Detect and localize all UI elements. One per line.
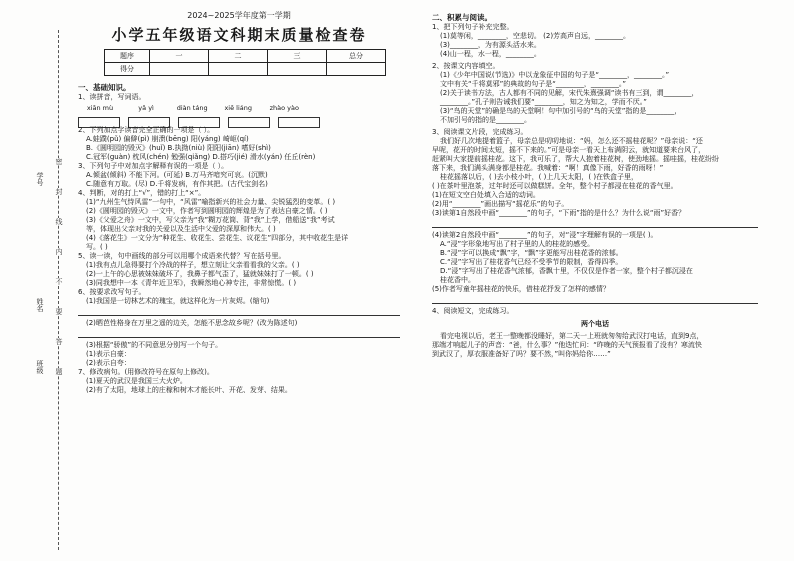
rewrite-item: (1)表示自豪： — [86, 350, 131, 358]
passage-line: 早呢，花开的时间太短，摇不下来的。”可是母亲一看天上布满阴云，就知道要来台风了， — [432, 146, 706, 154]
passage-line: 赶紧叫大家提前摇桂花。这下，我可乐了，帮大人抱着桂花树，使劲地摇。摇哇摇，桂花纷纷 — [432, 155, 719, 163]
answer-box[interactable] — [278, 117, 320, 128]
question: 5、读一读，句中画线的部分可以用哪个成语来代替？写在括号里。 — [78, 252, 286, 260]
sub-question: (2)用“________”画出描写“摇花乐”的句子。 — [432, 200, 569, 208]
question: 3、下列句子中对加点字解释有误的一项是（ ）。 — [78, 162, 229, 170]
gutter-label-name: 姓名 — [36, 298, 44, 312]
pinyin: zhào yào — [269, 104, 299, 112]
option: 桂花香中。 — [440, 276, 475, 284]
passage-line: 桂花摇落以后，( )去小枝小叶，( )上几天太阳，( )在铁盒子里， — [440, 173, 639, 181]
question: 6、按要求改写句子。 — [78, 288, 146, 296]
pinyin: yǎ yì — [138, 104, 154, 112]
fix-item: (1)夏天的武汉是我国三大火炉。 — [86, 377, 187, 385]
answer-box[interactable] — [228, 117, 270, 128]
score-cell[interactable] — [327, 63, 386, 76]
answer-line[interactable] — [432, 295, 758, 304]
gutter-label-class: 班级 — [36, 360, 44, 374]
score-cell: 得分 — [105, 63, 150, 76]
fill-item: 不加引号的指的是________。 — [440, 116, 531, 124]
right-column — [432, 8, 758, 359]
rewrite-item: (1)我国是一切林艺术的瑰宝，就这样化为一片灰烬。(缩句) — [86, 297, 270, 305]
question: 4、阅读短文，完成练习。 — [432, 307, 514, 315]
passage-line: ( )在茶叶里泡茶，过年时还可以做糕饼。全年，整个村子都浸在桂花的香气里。 — [432, 182, 678, 190]
option: C.“浸”字写出了桂花香气已经不受季节的限制，香得四季。 — [440, 258, 623, 266]
option: B.《圆明园的毁灭》(huǐ) B.执拗(niù) 阳阳(jiān) 嗜好(shì) — [86, 144, 271, 152]
option: C.冠军(guàn) 枕风(chén) 勉强(qiǎng) D.搭巧(jié) 滑水(yán) 任丘(rèn) — [86, 153, 316, 161]
pinyin-row — [78, 104, 400, 112]
question: 4、判断，对的打上“√”，错的打上“×”。 — [78, 189, 206, 197]
fill-item: (2)关于读书方法，古人都有不同的见解，宋代朱熹强调“读书有三到，谓________， — [440, 89, 699, 97]
seal-char: 题 — [55, 368, 63, 375]
passage-line: 看完电视以后，老王一整晚都没睡好，第二天一上班就匆匆给武汉打电话，直到9点， — [440, 332, 704, 340]
fill-item: (1)《少年中国说(节选)》中以龙象征中国的句子是“________，________。” — [440, 71, 670, 79]
judge-item: (3)《父爱之舟》一文中，写父亲为“我”糊万花筒、背“我”上学，借船送“我”考试 — [86, 216, 335, 224]
idiom-item: (2)一上午的心思被妹妹破坏了，我鼻子都气歪了，猛就妹妹打了一顿。( ) — [86, 270, 314, 278]
idiom-item: (1)我有点儿急得要打个冷战的样子，想立刻让父亲看看我的父亲。( ) — [86, 261, 300, 269]
question: 1、把下列句子补充完整。 — [432, 23, 514, 31]
question: 7、修改病句。(用修改符号在原句上修改)。 — [78, 368, 214, 376]
seal-char: 封 — [55, 188, 63, 195]
option: A.蛙蹼(pǔ) 偏僻(pì) 崩溃(bēng) 阳(yáng) 崎岖(qí) — [86, 135, 249, 143]
gutter-label-student-no: 学号 — [36, 172, 44, 186]
rewrite-item: (2)晒芭性格身在万里之遥的边关，怎能不思念故乡呢？(改为陈述句) — [86, 319, 298, 327]
option: D.“浸”字写出了桂花香气浓郁，香飘十里，不仅仅是作者一家，整个村子都沉浸在 — [440, 267, 693, 275]
question: 3、阅读课文片段，完成练习。 — [432, 128, 528, 136]
question: 1、读拼音，写词语。 — [78, 93, 146, 101]
answer-boxes — [78, 113, 400, 124]
score-cell: 一 — [150, 50, 209, 63]
sub-question: (4)读第2自然段中画“________”的句子，对“浸”字理解有误的一项是( )。 — [432, 231, 658, 239]
score-cell: 二 — [209, 50, 268, 63]
story-title: 两个电话 — [581, 320, 609, 328]
answer-line[interactable] — [78, 329, 400, 338]
left-column — [78, 8, 400, 395]
judge-item: (1)“九州生气恃风雷”一句中，“风雷”喻指新兴的社会力量、尖锐猛烈的变革。( ) — [86, 198, 336, 206]
answer-line[interactable] — [78, 307, 400, 316]
school-year: 2024~2025学年度第一学期 — [187, 11, 291, 20]
score-cell: 总分 — [327, 50, 386, 63]
passage-line: 我们好几次地提着篮子，母亲总是叨叨地说：“妈，怎么还不摇桂花呢？”母亲说：“还 — [440, 137, 703, 145]
option: A.倾盆(倾斜) 不能下河。(可延) B.万马齐喑究可哀。(沉默) — [86, 171, 268, 179]
score-cell[interactable] — [209, 63, 268, 76]
fill-item: (3)________，为有源头活水来。 — [440, 41, 541, 49]
score-cell[interactable] — [268, 63, 327, 76]
rewrite-item: (3)根据“骄傲”的不同意思分别写一个句子。 — [86, 341, 223, 349]
judge-item: (4)《落花生》一文分为“种花生、收花生、尝花生、议花生”四部分，其中收花生是详 — [86, 234, 349, 242]
fill-item: (4)山一程，水一程，________。 — [440, 50, 541, 58]
score-cell: 题序 — [105, 50, 150, 63]
passage-line: 落下来，我们满头满身都是桂花。我喊着：“啊！真像下雨，好香的雨呀！” — [432, 164, 664, 172]
score-cell: 三 — [268, 50, 327, 63]
seal-char: 内 — [55, 248, 63, 255]
score-cell[interactable] — [150, 63, 209, 76]
question: 2、下列加点字读音完全正确的一项是（ ）。 — [78, 126, 215, 134]
page-title: 小学五年级语文科期末质量检查卷 — [111, 26, 367, 44]
section-heading: 一、基础知识。 — [78, 83, 131, 92]
passage-line: 那端才响起儿子的声音：“爸，什么事？”他迭忙问：“昨晚的天气预报看了没有？寒流快 — [432, 341, 702, 349]
seal-char: 不 — [55, 278, 63, 285]
pinyin: xiān mù — [86, 104, 114, 112]
pinyin: xiē liáng — [224, 104, 253, 112]
rewrite-item: (2)表示自夸： — [86, 359, 131, 367]
passage-line: 到武汉了，厚衣服准备好了吗？要不然，”叫你妈给你……” — [432, 350, 611, 358]
fix-item: (2)有了太阳，地球上的庄稼和树木才能长叶、开花、发芽、结果。 — [86, 386, 292, 394]
fill-item: ________。”孔子则告诫我们要“________，知之为知之，学而不厌。” — [440, 98, 647, 106]
idiom-item: (3)同我想中一本《青年近卫军》，我瞬然地心神专注，非常惊慌。( ) — [86, 279, 297, 287]
seal-char: 答 — [55, 338, 63, 345]
seal-char: 线 — [55, 218, 63, 225]
fill-item: (1)莫等闲，________，空悲切。 (2)芳高声自远，________。 — [440, 32, 631, 40]
sub-question: (1)在短文空白处填入合适的动词。 — [432, 191, 540, 199]
answer-line[interactable] — [432, 219, 758, 228]
section-heading: 二、积累与阅读。 — [432, 13, 492, 22]
seal-char: 密 — [55, 158, 63, 165]
sub-question: (3)读第1自然段中画“________”的句子，“下雨”指的是什么？为什么说“雨”好香？ — [432, 209, 686, 217]
seal-char: 要 — [55, 308, 63, 315]
binding-gutter — [6, 30, 76, 550]
judge-item: 等，体现出父亲对我的关爱以及生活中父爱的深厚和伟大。( ) — [86, 225, 276, 233]
sub-question: (5)作者写童年摇桂花的快乐，借桂花抒发了怎样的感情？ — [432, 285, 610, 293]
option: A.“浸”字形象地写出了村子里的人的桂花的感受。 — [440, 240, 595, 248]
judge-item: (2)《圆明园的毁灭》一文中，作者写到圆明园的辉煌是为了表达自豪之情。( ) — [86, 207, 328, 215]
option: B.“浸”字可以换成“飘”字，“飘”字更能写出桂花香的浓郁。 — [440, 249, 623, 257]
question: 2、按课文内容填空。 — [432, 62, 500, 70]
seal-line — [58, 30, 59, 550]
fill-item: (3)“鸟的天堂”的确是鸟的天堂啊！句中加引号的“鸟的天堂”指的是________， — [440, 107, 682, 115]
option: C.随意有万取。(尽) D.千将发病，有作其把。(古代宝剑名) — [86, 180, 268, 188]
judge-item: 写。( ) — [86, 243, 108, 251]
fill-item: 文中有关“千将莫邪”的典故的句子是“________，________。” — [440, 80, 627, 88]
pinyin: diàn táng — [176, 104, 208, 112]
score-table — [104, 49, 386, 76]
